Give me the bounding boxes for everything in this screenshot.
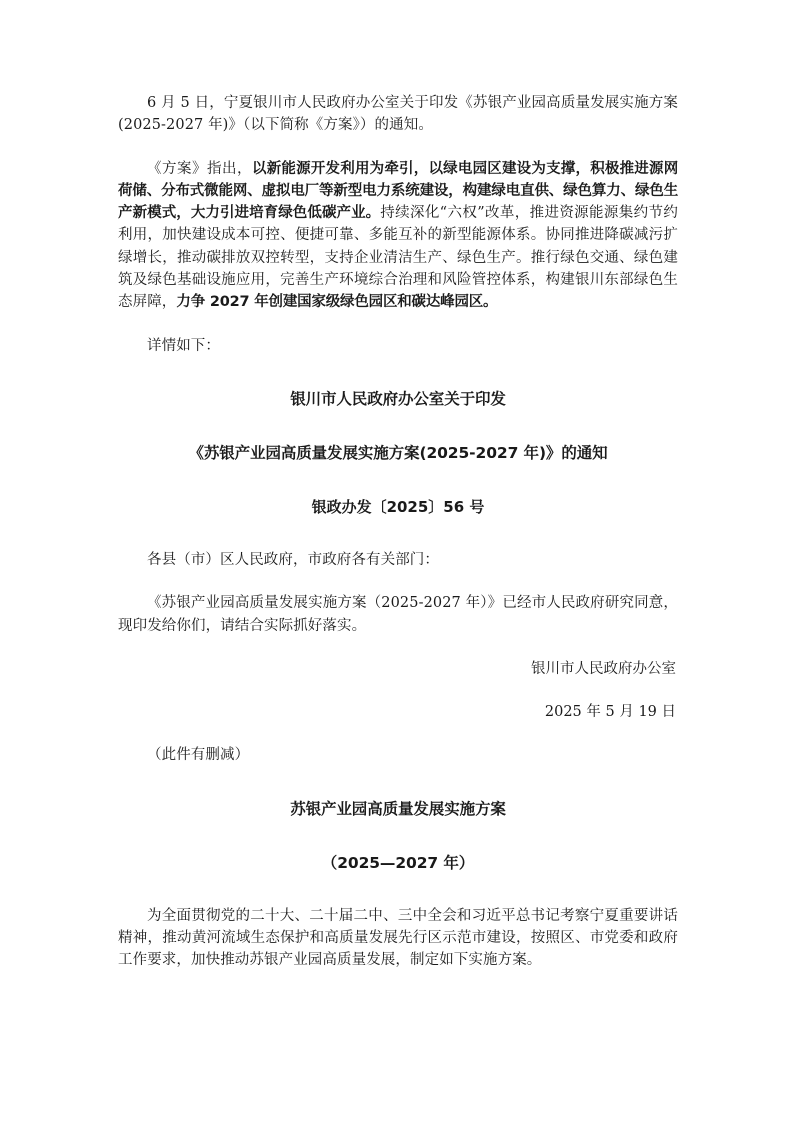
spacer: [118, 314, 678, 335]
spacer: [118, 723, 678, 744]
summary-bold-goal: 力争 2027 年创建国家级绿色园区和碳达峰园区。: [176, 294, 498, 311]
document-content: [118, 92, 678, 972]
spacer: [118, 767, 678, 797]
spacer: [118, 637, 678, 658]
summary-bold-lead: 以新能源开发利用为牵引，以绿电园区建设为支撑，积极推进源网荷储、分布式微能网、虚拟电厂等新型电力系统建设，构建绿电直供、绿色算力、绿色生产新模式，大力引进培育绿色低碳产业。: [118, 160, 679, 222]
body-paragraph: 《苏银产业园高质量发展实施方案（2025-2027 年）》已经市人民政府研究同意，现印发给你们，请结合实际抓好落实。: [118, 595, 678, 634]
plan-period: （2025—2027 年）: [321, 853, 475, 872]
plan-title: 苏银产业园高质量发展实施方案: [290, 799, 506, 818]
summary-paragraph: [118, 158, 678, 314]
spacer: [118, 519, 678, 549]
recipients-line: 各县（市）区人民政府，市政府各有关部门：: [147, 551, 439, 568]
summary-middle: 持续深化“六权”改革，推进资源能源集约节约利用，加快建设成本可控、便捷可靠、多能互补的新型能源体系。协同推进降碳减污扩绿增长，推动碳排放双控转型，支持企业清洁生产、绿色生产。推行绿色交通、绿色建筑及绿色基础设施应用，完善生产环境综合治理和风险管控体系，构建银川东部绿色生态屏障，: [118, 205, 678, 311]
spacer: [118, 821, 678, 851]
document-number: 银政办发〔2025〕56 号: [311, 497, 485, 516]
lead-paragraph: 6 月 5 日，宁夏银川市人民政府办公室关于印发《苏银产业园高质量发展实施方案(2025-2027 年)》（以下简称《方案》）的通知。: [118, 95, 678, 134]
notice-title-line-1: 银川市人民政府办公室关于印发: [290, 389, 506, 408]
spacer: [118, 465, 678, 495]
spacer: [118, 680, 678, 701]
redaction-note: （此件有删减）: [147, 747, 250, 764]
summary-prefix: 《方案》指出，: [147, 160, 253, 177]
spacer: [118, 137, 678, 158]
spacer: [118, 571, 678, 592]
issue-date: 2025 年 5 月 19 日: [544, 704, 676, 721]
spacer: [118, 411, 678, 441]
closing-paragraph: 为全面贯彻党的二十大、二十届二中、三中全会和习近平总书记考察宁夏重要讲话精神，推动黄河流域生态保护和高质量发展先行区示范市建设，按照区、市党委和政府工作要求，加快推动苏银产业园高质量发展，制定如下实施方案。: [118, 907, 678, 969]
spacer: [118, 357, 678, 387]
issuer-line: 银川市人民政府办公室: [531, 660, 676, 677]
details-label: 详情如下：: [147, 337, 220, 354]
spacer: [118, 875, 678, 905]
notice-title-line-2: 《苏银产业园高质量发展实施方案(2025-2027 年)》的通知: [188, 443, 608, 462]
